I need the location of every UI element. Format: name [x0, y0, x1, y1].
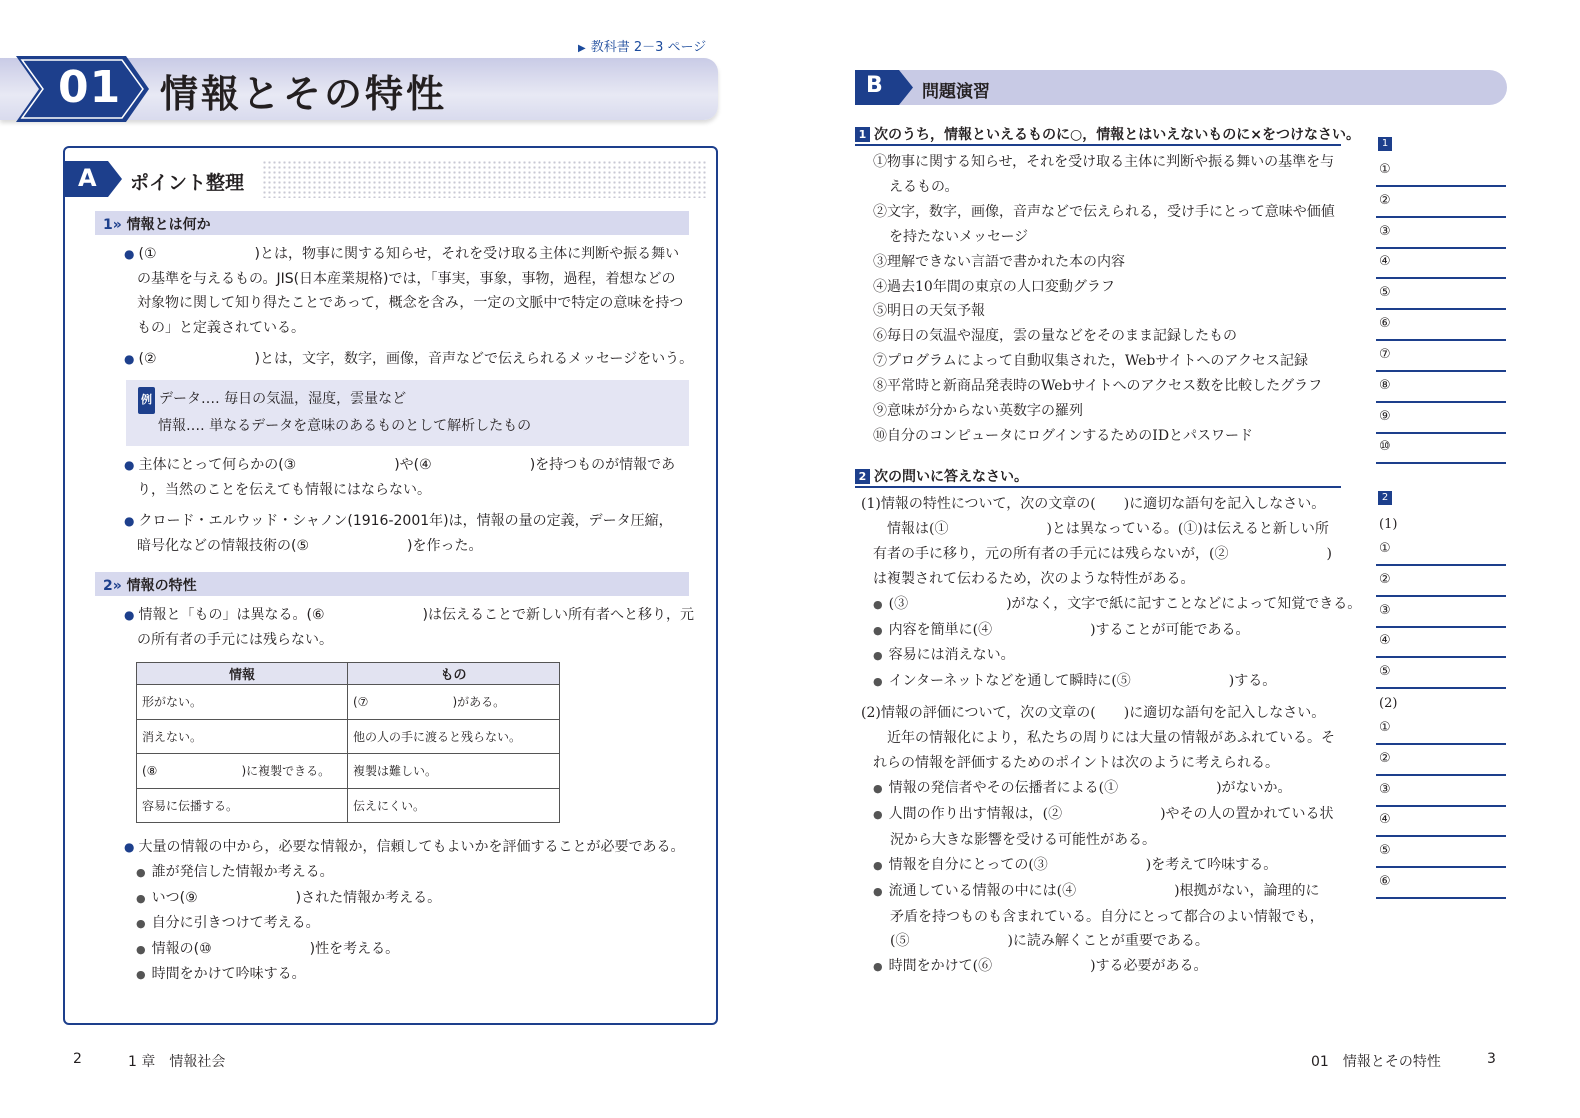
- section-b-badge-icon: [855, 70, 913, 105]
- list-item: ● インターネットなどを通して瞬時に(⑤ )する。: [873, 673, 1277, 690]
- section-a-title: ポイント整理: [130, 172, 245, 194]
- question-1-rule: [855, 144, 1341, 146]
- question-2-content: (1)情報の特性について，次の文章の( )に適切な語句を記入しなさい。 情報は(① )とは異なっている。(①)は伝えると新しい所 有者の手に移り，元の所有者の手元には残らないが，(② ) は複製されて伝わるため，次のような特性がある。 ● (③ )がなく，文字で紙に記すことなどによって知覚できる。 ● 内容を簡単に(④ )することが可能である。 ● 容易には消えない。 ● インターネットなどを通して瞬時に(⑤ )する。 (2)情報の評価について，次の文章の( )に適切な語句を記入しなさい。 近年の情報化により，私たちの周りには大量の情報があふれている。そ れらの情報を評価するためのポイントは次のように考えられる。 ● 情報の発信者やその伝播者による(① )がないか。 ● 人間の作り出す情報は，(② )やその人の置かれている状 況から大きな影響を受ける可能性がある。 ● 情報を自分にとっての(③ )を考えて吟味する。 ● 流通している情報の中には(④ )根拠がない，論理的に 矛盾を持つものも含まれている。自分にとって都合のよい情報でも， (⑤ )に読み解くことが重要である。 ● 時間をかけて(⑥ )する必要がある。: [861, 492, 1361, 980]
- question-1-heading: 1 次のうち，情報といえるものに○，情報とはいえないものに×をつけなさい。: [855, 124, 1360, 144]
- answer-field[interactable]: ①: [1376, 156, 1506, 187]
- answer-field[interactable]: ⑤: [1376, 658, 1506, 689]
- question-1-items: ①物事に関する知らせ，それを受け取る主体に判断や振る舞いの基準を与 えるもの。 ②文字，数字，画像，音声などで伝えられる，受け手にとって意味や価値 を持たないメッセージ ③理解できない言語で書かれた本の内容 ④過去10年間の東京の人口変動グラフ ⑤明日の天気予報 ⑥毎日の気温や湿度，雲の量などをそのまま記録したもの ⑦プログラムによって自動収集された，Webサイトへのアクセス記録 ⑧平常時と新商品発表時のWebサイトへのアクセス数を比較したグラフ ⑨意味が分からない英数字の羅列 ⑩自分のコンピュータにログインするためのIDとパスワード: [873, 154, 1335, 444]
- bullet-icon: ●: [124, 352, 135, 366]
- question-number-badge: 1: [855, 127, 870, 142]
- answer-field[interactable]: ②: [1376, 566, 1506, 597]
- dot-pattern-decoration: [262, 160, 706, 198]
- answer-section-1-label: 1: [1378, 137, 1392, 151]
- answer-field[interactable]: ③: [1376, 776, 1506, 807]
- answer-field[interactable]: ⑩: [1376, 433, 1506, 464]
- left-page-number: 2: [73, 1051, 82, 1067]
- list-item: ● 人間の作り出す情報は，(② )やその人の置かれている状: [873, 805, 1334, 822]
- question-number-badge: 2: [855, 469, 870, 484]
- table-row: (⑧ )に複製できる。 複製は難しい。: [137, 754, 560, 789]
- chapter-title: 情報とその特性: [160, 72, 448, 116]
- answer-field[interactable]: ③: [1376, 597, 1506, 628]
- subsection-1-heading: 1» 情報とは何か: [95, 211, 689, 235]
- question-2-rule: [855, 486, 1341, 488]
- answer-field[interactable]: ②: [1376, 745, 1506, 776]
- triangle-right-icon: ▶: [578, 43, 586, 54]
- answer-field[interactable]: ⑤: [1376, 837, 1506, 868]
- list-item: ● 時間をかけて(⑥ )する必要がある。: [873, 958, 1208, 975]
- bullet-icon: ●: [124, 514, 135, 528]
- list-item: ● (③ )がなく，文字で紙に記すことなどによって知覚できる。: [873, 595, 1362, 612]
- bullet-icon: ●: [124, 247, 135, 261]
- bullet-icon: ●: [124, 840, 135, 854]
- table-row: 形がない。 (⑦ )がある。: [137, 685, 560, 720]
- answer-field[interactable]: ⑥: [1376, 868, 1506, 899]
- list-item: ● 情報の(⑩ )性を考える。: [136, 940, 400, 957]
- point-paragraph-4: ● クロード・エルウッド・シャノン(1916-2001年)は，情報の量の定義，データ圧縮， 暗号化などの情報技術の(⑤ )を作った。: [124, 513, 673, 554]
- question-2-heading: 2 次の問いに答えなさい。: [855, 466, 1028, 486]
- bullet-icon: ●: [124, 608, 135, 622]
- answer-part-1-label: (1): [1379, 517, 1398, 532]
- answer-field[interactable]: ①: [1376, 535, 1506, 566]
- answer-field[interactable]: ④: [1376, 806, 1506, 837]
- list-item: ● 時間をかけて吟味する。: [136, 966, 306, 982]
- answer-field[interactable]: ⑨: [1376, 403, 1506, 434]
- info-vs-things-table: [136, 662, 560, 823]
- point-paragraph-2: ● (② )とは，文字，数字，画像，音声などで伝えられるメッセージをいう。: [124, 351, 694, 367]
- list-item: ● 内容を簡単に(④ )することが可能である。: [873, 621, 1250, 638]
- answer-field[interactable]: ②: [1376, 187, 1506, 218]
- point-paragraph-6: ● 大量の情報の中から，必要な情報か，信頼してもよいかを評価することが必要である。: [124, 839, 685, 855]
- point-paragraph-1: ● (① )とは，物事に関する知らせ，それを受け取る主体に判断や振る舞い の基準を与えるもの。JIS(日本産業規格)では，「事実，事象，事物，過程，着想などの 対象物に関して知り得たことであって，概念を含み，一定の文脈中で特定の意味を持つ もの」と定義されている。: [124, 246, 684, 336]
- evaluation-sub-bullets: [136, 860, 441, 988]
- answer-field[interactable]: ④: [1376, 248, 1506, 279]
- answer-field[interactable]: ⑤: [1376, 279, 1506, 310]
- answer-field[interactable]: ①: [1376, 714, 1506, 745]
- answer-section-2-label: 2: [1378, 491, 1392, 505]
- answer-field[interactable]: ⑦: [1376, 341, 1506, 372]
- answer-field[interactable]: ⑥: [1376, 310, 1506, 341]
- list-item: ● 容易には消えない。: [873, 647, 1015, 664]
- example-label: 例: [138, 387, 155, 414]
- list-item: ● 情報を自分にとっての(③ )を考えて吟味する。: [873, 856, 1278, 873]
- answer-field[interactable]: ⑧: [1376, 372, 1506, 403]
- list-item: ● いつ(⑨ )された情報か考える。: [136, 889, 442, 906]
- section-b-letter: B: [866, 73, 883, 98]
- table-row: 消えない。 他の人の手に渡ると残らない。: [137, 719, 560, 754]
- section-b-title: 問題演習: [922, 82, 990, 102]
- right-footer-title: 01 情報とその特性: [1311, 1054, 1441, 1070]
- list-item: ● 情報の発信者やその伝播者による(① )がないか。: [873, 779, 1292, 796]
- right-page-number: 3: [1487, 1051, 1496, 1067]
- list-item: ● 流通している情報の中には(④ )根拠がない，論理的に: [873, 882, 1320, 899]
- table-header-row: 情報 もの: [137, 663, 560, 685]
- chapter-number: 01: [58, 62, 122, 113]
- list-item: ● 誰が発信した情報か考える。: [136, 864, 334, 880]
- answer-field[interactable]: ③: [1376, 218, 1506, 249]
- point-paragraph-5: ● 情報と「もの」は異なる。(⑥ )は伝えることで新しい所有者へと移り，元 の所有者の手元には残らない。: [124, 607, 694, 648]
- example-content: 例 データ‥‥ 毎日の気温，湿度，雲量など 情報‥‥ 単なるデータを意味のあるものとして解析したもの: [138, 387, 531, 438]
- answer-field[interactable]: ④: [1376, 627, 1506, 658]
- table-row: 容易に伝播する。 伝えにくい。: [137, 788, 560, 823]
- subsection-2-heading: 2» 情報の特性: [95, 572, 689, 596]
- answer-column: [1376, 0, 1506, 1000]
- point-paragraph-3: ● 主体にとって何らかの(③ )や(④ )を持つものが情報であ り，当然のことを伝えても情報にはならない。: [124, 457, 676, 498]
- bullet-icon: ●: [124, 458, 135, 472]
- section-a-letter: A: [78, 164, 97, 192]
- left-footer-chapter: 1 章 情報社会: [128, 1054, 226, 1070]
- textbook-reference: ▶ 教科書 2－3 ページ: [578, 40, 707, 55]
- list-item: ● 自分に引きつけて考える。: [136, 915, 320, 931]
- answer-part-2-label: (2): [1379, 696, 1398, 711]
